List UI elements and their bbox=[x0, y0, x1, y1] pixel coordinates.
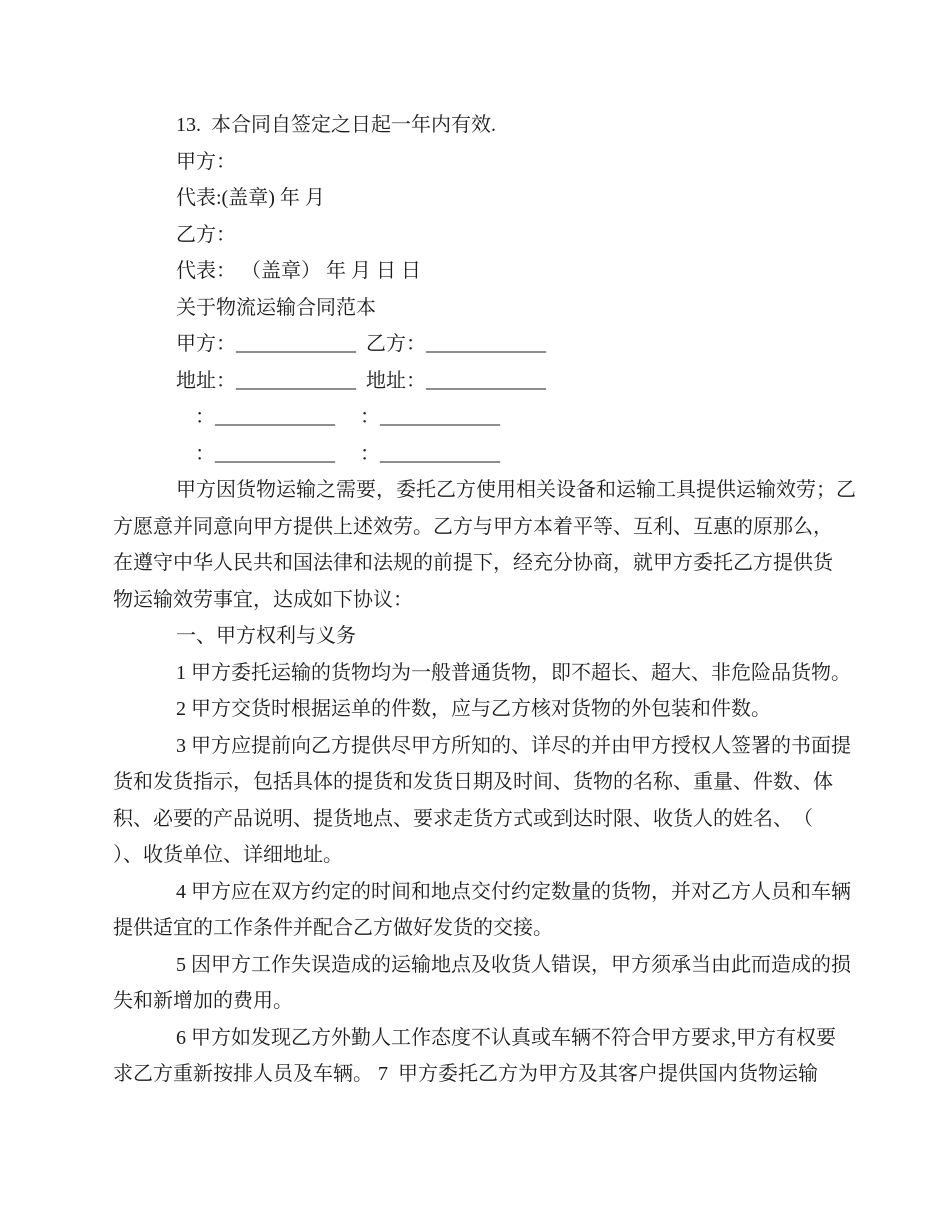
document-line: 提供适宜的工作条件并配合乙方做好发货的交接。 bbox=[113, 917, 553, 939]
document-line: 6 甲方如发现乙方外勤人工作态度不认真或车辆不符合甲方要求,甲方有权要 bbox=[176, 1026, 836, 1049]
document-line: 13. 本合同自签定之日起一年内有效. bbox=[176, 114, 496, 136]
document-line: 关于物流运输合同范本 bbox=[176, 296, 376, 319]
document-line: 地址：____________ 地址：____________ bbox=[176, 369, 546, 392]
document-line: 甲方因货物运输之需要，委托乙方使用相关设备和运输工具提供运输效劳；乙 bbox=[176, 479, 856, 501]
document-line: 甲方：____________ 乙方：____________ bbox=[176, 333, 546, 355]
document-line: 4 甲方应在双方约定的时间和地点交付约定数量的货物，并对乙方人员和车辆 bbox=[176, 880, 851, 903]
document-content bbox=[113, 107, 873, 1093]
document-line: 甲方： bbox=[176, 150, 236, 173]
document-line: 物运输效劳事宜，达成如下协议： bbox=[113, 588, 413, 611]
document-line: 代表:(盖章) 年 月 bbox=[176, 187, 325, 209]
document-line: 乙方： bbox=[176, 223, 236, 246]
document-line: 代表： （盖章） 年 月 日 日 bbox=[176, 260, 421, 282]
document-line: 求乙方重新按排人员及车辆。 7 甲方委托乙方为甲方及其客户提供国内货物运输 bbox=[113, 1063, 818, 1085]
document-line: ：____________ ：____________ bbox=[195, 406, 500, 428]
document-line: 方愿意并同意向甲方提供上述效劳。乙方与甲方本着平等、互利、互惠的原那么， bbox=[113, 515, 833, 538]
document-line: 2 甲方交货时根据运单的件数，应与乙方核对货物的外包装和件数。 bbox=[176, 698, 771, 720]
document-line: 3 甲方应提前向乙方提供尽甲方所知的、详尽的并由甲方授权人签署的书面提 bbox=[176, 734, 851, 757]
document-line: 在遵守中华人民共和国法律和法规的前提下，经充分协商，就甲方委托乙方提供货 bbox=[113, 552, 833, 574]
document-line: 货和发货指示，包括具体的提货和发货日期及时间、货物的名称、重量、件数、体 bbox=[113, 771, 833, 793]
document-line: 5 因甲方工作失误造成的运输地点及收货人错误，甲方须承当由此而造成的损 bbox=[176, 953, 851, 976]
document-line: 失和新增加的费用。 bbox=[113, 990, 293, 1012]
document-line: ：____________ ：____________ bbox=[195, 442, 500, 465]
document-line: 积、必要的产品说明、提货地点、要求走货方式或到达时限、收货人的姓名、 （ bbox=[113, 807, 813, 830]
document-line: 一、甲方权利与义务 bbox=[176, 625, 356, 647]
document-line: ）、收货单位、详细地址。 bbox=[113, 844, 343, 866]
document-line: 1 甲方委托运输的货物均为一般普通货物，即不超长、超大、非危险品货物。 bbox=[176, 661, 851, 684]
